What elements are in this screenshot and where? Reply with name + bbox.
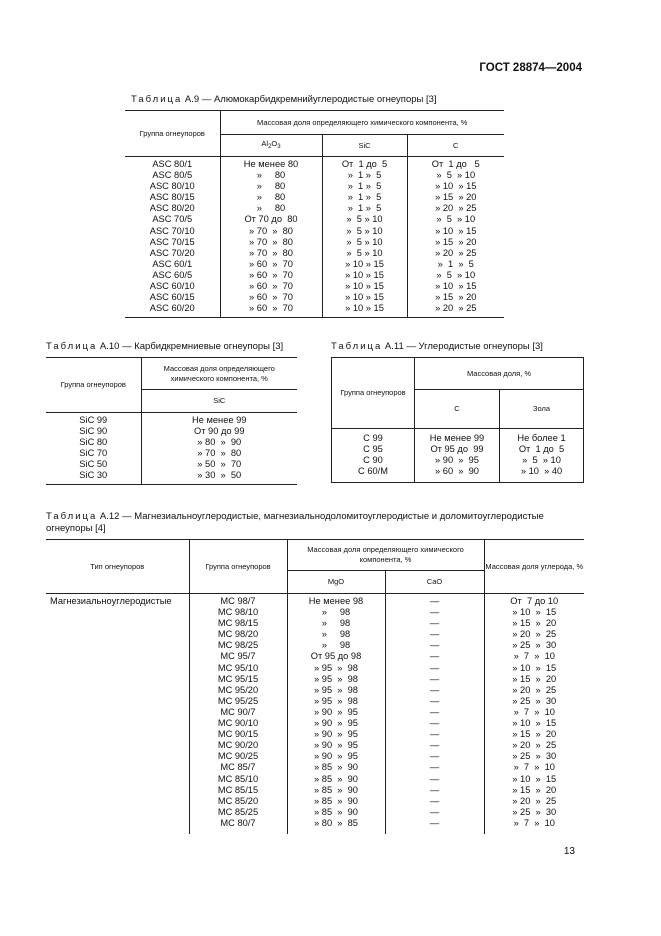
table-cell: ASC 60/15 xyxy=(149,292,195,303)
table-cell: MC 80/7 xyxy=(220,817,256,828)
table-cell: » 15 » 20 xyxy=(435,236,477,247)
table-a11-c-values xyxy=(415,429,500,483)
table-cell: SiC 99 xyxy=(79,415,108,425)
table-a9 xyxy=(125,110,504,318)
table-cell: » 25 » 30 xyxy=(512,695,557,706)
table-cell: — xyxy=(429,651,440,662)
table-a10-header-sic: SiC xyxy=(141,390,297,413)
table-cell: » 10 » 15 xyxy=(512,718,557,729)
table-cell: MC 90/25 xyxy=(217,751,259,762)
table-cell: » 15 » 20 xyxy=(512,784,557,795)
table-cell: » 15 » 20 xyxy=(435,292,477,303)
table-cell: » 10 » 15 xyxy=(345,269,384,280)
table-cell: — xyxy=(429,751,440,762)
table-cell: » 1 » 5 xyxy=(347,170,382,181)
table-cell: » 80 xyxy=(256,170,286,181)
table-cell: » 5 » 10 xyxy=(346,225,383,236)
table-a9-header-c: C xyxy=(407,135,504,157)
table-cell: » 90 » 95 xyxy=(314,718,358,729)
table-cell: » 5 » 10 xyxy=(346,214,383,225)
table-cell: Не более 1 xyxy=(517,433,566,443)
table-a12-title-line1: Магнезиальноуглеродистые, магнезиальнодоломитоуглеродистые и доломитоуглеродистые xyxy=(134,511,544,522)
table-cell: » 80 » 85 xyxy=(314,817,358,828)
table-cell: » 60 » 70 xyxy=(249,281,293,292)
table-cell: MC 85/7 xyxy=(220,762,256,773)
table-a9-header-al2o3: $Al_2O_3$ xyxy=(220,135,322,157)
table-cell: » 98 xyxy=(321,640,351,651)
table-cell: » 10 » 15 xyxy=(345,258,384,269)
table-cell: » 10 » 15 xyxy=(512,773,557,784)
table-a9-header-mass: Массовая доля определяющего химического компонента, % xyxy=(220,111,504,135)
table-a9-title: Алюмокарбидкремнийуглеродистые огнеупоры [3] xyxy=(213,94,437,105)
table-cell: — xyxy=(429,817,440,828)
table-cell: ASC 80/20 xyxy=(149,203,195,214)
table-cell: » 5 » 10 xyxy=(436,170,476,181)
table-cell: » 5 » 10 xyxy=(346,236,383,247)
table-cell: SiC 90 xyxy=(79,426,108,437)
table-cell: » 20 » 25 xyxy=(512,740,557,751)
table-cell: — xyxy=(429,762,440,773)
table-cell: » 85 » 90 xyxy=(314,773,358,784)
table-a10-caption xyxy=(46,341,283,352)
table-cell: » 95 » 98 xyxy=(314,695,358,706)
table-cell: — xyxy=(429,695,440,706)
table-cell: Не менее 80 xyxy=(243,159,299,169)
table-a9-sic-values xyxy=(322,157,407,318)
table-cell: » 25 » 30 xyxy=(512,806,557,817)
table-a11-header-group: Группа огнеупоров xyxy=(332,358,415,429)
table-cell: ASC 60/10 xyxy=(149,281,195,292)
table-a10-sic-values xyxy=(141,413,297,485)
table-cell: » 10 » 15 xyxy=(512,662,557,673)
table-cell: » 5 » 10 xyxy=(436,214,476,225)
table-cell: » 15 » 20 xyxy=(512,673,557,684)
table-cell: ASC 70/15 xyxy=(149,236,195,247)
table-cell: — xyxy=(429,806,440,817)
table-a12-type: Магнезиальноуглеродистые xyxy=(46,594,189,834)
table-a10 xyxy=(46,357,297,485)
table-a11 xyxy=(331,357,584,483)
table-cell: » 98 xyxy=(321,618,351,629)
table-cell: » 98 xyxy=(321,607,351,618)
table-cell: От 95 до 98 xyxy=(310,651,362,662)
table-cell: MC 90/20 xyxy=(217,740,259,751)
table-a12-groups xyxy=(189,594,287,834)
table-a11-ash-values xyxy=(500,429,584,483)
table-cell: » 80 xyxy=(256,203,286,214)
table-cell: ASC 80/5 xyxy=(152,170,193,181)
table-cell: » 95 » 98 xyxy=(314,673,358,684)
table-cell: » 50 » 70 xyxy=(197,459,242,470)
table-cell: » 1 » 5 xyxy=(347,181,382,192)
table-a12-carbon-values xyxy=(484,594,584,834)
table-a11-caption xyxy=(331,341,543,352)
table-cell: » 60 » 70 xyxy=(249,303,293,314)
table-cell: » 1 » 5 xyxy=(347,192,382,203)
table-cell: » 98 xyxy=(321,629,351,640)
table-cell: SiC 70 xyxy=(79,448,108,459)
table-a12-header-carbon: Массовая доля углерода, % xyxy=(484,540,584,594)
table-cell: ASC 60/5 xyxy=(152,269,193,280)
table-a11-label: Таблица xyxy=(331,341,383,352)
table-cell: От 95 до 99 xyxy=(430,444,484,455)
table-a10-header-mass: Массовая доля определяющего химического компонента, % xyxy=(141,358,297,390)
table-cell: » 20 » 25 xyxy=(435,247,477,258)
table-cell: C 90 xyxy=(363,455,383,466)
table-a12-label: Таблица xyxy=(46,511,98,522)
table-cell: » 10 » 15 xyxy=(435,181,477,192)
table-cell: Не менее 98 xyxy=(308,596,364,606)
table-cell: MC 90/10 xyxy=(217,718,259,729)
table-cell: MC 85/25 xyxy=(217,806,259,817)
table-cell: » 90 » 95 xyxy=(314,740,358,751)
table-cell: — xyxy=(429,729,440,740)
table-cell: » 85 » 90 xyxy=(314,762,358,773)
table-cell: ASC 70/10 xyxy=(149,225,195,236)
table-cell: MC 98/7 xyxy=(220,596,256,606)
table-a12-number: А.12 — xyxy=(99,511,132,522)
table-cell: » 15 » 20 xyxy=(512,729,557,740)
table-a9-number: А.9 — xyxy=(184,94,212,105)
table-a12-header-mgo: MgO xyxy=(287,571,385,594)
table-cell: MC 95/25 xyxy=(217,695,259,706)
table-a10-number: А.10 — xyxy=(99,341,132,352)
table-cell: » 10 » 15 xyxy=(345,292,384,303)
table-cell: » 10 » 15 xyxy=(345,303,384,314)
table-cell: » 70 » 80 xyxy=(249,225,293,236)
table-cell: — xyxy=(429,740,440,751)
table-cell: — xyxy=(429,596,440,606)
table-cell: » 20 » 25 xyxy=(435,203,477,214)
table-cell: ASC 80/10 xyxy=(149,181,195,192)
table-cell: От 7 до 10 xyxy=(510,596,559,606)
table-a10-title: Карбидкремниевые огнеупоры [3] xyxy=(134,341,284,352)
table-cell: » 60 » 70 xyxy=(249,258,293,269)
table-a9-header-sic: SiC xyxy=(322,135,407,157)
table-a9-al2o3-values xyxy=(220,157,322,318)
table-cell: От 1 до 5 xyxy=(341,159,388,169)
table-cell: » 7 » 10 xyxy=(513,706,555,717)
table-cell: » 20 » 25 xyxy=(512,684,557,695)
table-a9-c-values xyxy=(407,157,504,318)
table-cell: » 85 » 90 xyxy=(314,795,358,806)
table-a12 xyxy=(46,539,584,834)
table-cell: Не менее 99 xyxy=(192,415,247,425)
table-a11-header-mass: Массовая доля, % xyxy=(415,358,584,390)
table-cell: » 10 » 15 xyxy=(435,281,477,292)
table-cell: » 15 » 20 xyxy=(435,192,477,203)
table-cell: » 85 » 90 xyxy=(314,806,358,817)
table-cell: ASC 70/20 xyxy=(149,247,195,258)
table-cell: » 90 » 95 xyxy=(435,455,479,466)
table-cell: — xyxy=(429,640,440,651)
table-a9-groups xyxy=(125,157,220,318)
table-cell: — xyxy=(429,718,440,729)
table-a12-header-type: Тип огнеупоров xyxy=(46,540,189,594)
table-cell: » 1 » 5 xyxy=(347,203,382,214)
table-cell: » 5 » 10 xyxy=(346,247,383,258)
table-cell: » 60 » 70 xyxy=(249,269,293,280)
table-cell: » 25 » 30 xyxy=(512,751,557,762)
table-a9-header-group: Группа огнеупоров xyxy=(125,111,220,157)
table-cell: » 10 » 15 xyxy=(512,607,557,618)
table-cell: » 85 » 90 xyxy=(314,784,358,795)
table-a11-title: Углеродистые огнеупоры [3] xyxy=(418,341,543,352)
table-cell: MC 90/7 xyxy=(220,706,256,717)
table-cell: MC 95/7 xyxy=(220,651,256,662)
table-cell: » 90 » 95 xyxy=(314,729,358,740)
page-number: 13 xyxy=(563,846,575,857)
table-cell: — xyxy=(429,607,440,618)
table-a11-groups xyxy=(332,429,415,483)
table-cell: » 15 » 20 xyxy=(512,618,557,629)
table-cell: » 20 » 25 xyxy=(512,629,557,640)
table-cell: ASC 70/5 xyxy=(152,214,193,225)
table-cell: C 99 xyxy=(363,433,383,443)
table-cell: От 1 до 5 xyxy=(518,444,565,455)
table-cell: ASC 60/1 xyxy=(152,258,193,269)
table-cell: » 10 » 15 xyxy=(435,225,477,236)
table-cell: — xyxy=(429,784,440,795)
table-a11-header-c: C xyxy=(415,390,500,429)
table-cell: — xyxy=(429,706,440,717)
table-cell: MC 95/10 xyxy=(217,662,259,673)
table-cell: MC 98/15 xyxy=(217,618,259,629)
table-cell: ASC 80/1 xyxy=(152,159,193,169)
table-cell: » 70 » 80 xyxy=(197,448,242,459)
table-cell: От 90 до 99 xyxy=(193,426,245,437)
table-cell: » 10 » 15 xyxy=(345,281,384,292)
table-cell: » 80 xyxy=(256,181,286,192)
table-cell: » 10 » 40 xyxy=(520,466,563,477)
table-cell: » 95 » 98 xyxy=(314,684,358,695)
table-cell: » 1 » 5 xyxy=(437,258,474,269)
table-cell: SiC 50 xyxy=(79,459,108,470)
table-a12-mgo-values xyxy=(287,594,385,834)
table-cell: MC 95/15 xyxy=(217,673,259,684)
table-cell: MC 98/20 xyxy=(217,629,259,640)
table-a10-label: Таблица xyxy=(46,341,98,352)
table-cell: » 95 » 98 xyxy=(314,662,358,673)
table-a11-header-ash: Зола xyxy=(500,390,584,429)
table-cell: MC 85/15 xyxy=(217,784,259,795)
table-cell: » 30 » 50 xyxy=(197,470,242,481)
table-a10-header-group: Группа огнеупоров xyxy=(46,358,141,413)
table-cell: SiC 80 xyxy=(79,437,108,448)
table-a12-caption xyxy=(46,511,544,522)
table-cell: — xyxy=(429,662,440,673)
table-cell: » 90 » 95 xyxy=(314,751,358,762)
table-cell: Не менее 99 xyxy=(429,433,485,443)
table-cell: — xyxy=(429,673,440,684)
table-cell: C 95 xyxy=(363,444,383,455)
table-cell: » 70 » 80 xyxy=(249,247,293,258)
table-a9-caption xyxy=(131,94,437,105)
table-cell: SiC 30 xyxy=(79,470,108,481)
table-cell: » 5 » 10 xyxy=(522,455,561,466)
table-cell: MC 95/20 xyxy=(217,684,259,695)
table-cell: » 7 » 10 xyxy=(513,762,555,773)
table-cell: » 7 » 10 xyxy=(513,817,555,828)
table-cell: » 20 » 25 xyxy=(435,303,477,314)
table-cell: » 90 » 95 xyxy=(314,706,358,717)
table-cell: — xyxy=(429,795,440,806)
table-cell: От 1 до 5 xyxy=(431,159,480,169)
table-a12-header-mass: Массовая доля определяющего химического компонента, % xyxy=(287,540,484,571)
table-cell: MC 85/20 xyxy=(217,795,259,806)
table-cell: — xyxy=(429,629,440,640)
table-cell: » 25 » 30 xyxy=(512,640,557,651)
table-cell: » 7 » 10 xyxy=(513,651,555,662)
table-cell: ASC 80/15 xyxy=(149,192,195,203)
table-cell: » 60 » 90 xyxy=(435,466,479,477)
table-cell: C 60/M xyxy=(358,466,388,477)
table-cell: — xyxy=(429,618,440,629)
table-a12-header-cao: CaO xyxy=(385,571,484,594)
table-cell: » 60 » 70 xyxy=(249,292,293,303)
table-cell: ASC 60/20 xyxy=(149,303,195,314)
table-a12-cao-values xyxy=(385,594,484,834)
table-a12-title-line2: огнеупоры [4] xyxy=(46,523,106,534)
table-a10-groups xyxy=(46,413,141,485)
table-cell: — xyxy=(429,684,440,695)
document-code: ГОСТ 28874—2004 xyxy=(479,62,582,74)
table-cell: — xyxy=(429,773,440,784)
table-cell: MC 90/15 xyxy=(217,729,259,740)
table-a9-label: Таблица xyxy=(131,94,183,105)
table-cell: » 80 » 90 xyxy=(197,437,242,448)
table-a12-header-group: Группа огнеупоров xyxy=(189,540,287,594)
table-cell: » 70 » 80 xyxy=(249,236,293,247)
table-cell: От 70 до 80 xyxy=(244,214,298,225)
table-cell: » 20 » 25 xyxy=(512,795,557,806)
table-cell: MC 98/10 xyxy=(217,607,259,618)
table-cell: MC 98/25 xyxy=(217,640,259,651)
table-cell: MC 85/10 xyxy=(217,773,259,784)
table-cell: » 5 » 10 xyxy=(436,269,476,280)
table-a11-number: А.11 — xyxy=(384,341,416,352)
table-cell: » 80 xyxy=(256,192,286,203)
